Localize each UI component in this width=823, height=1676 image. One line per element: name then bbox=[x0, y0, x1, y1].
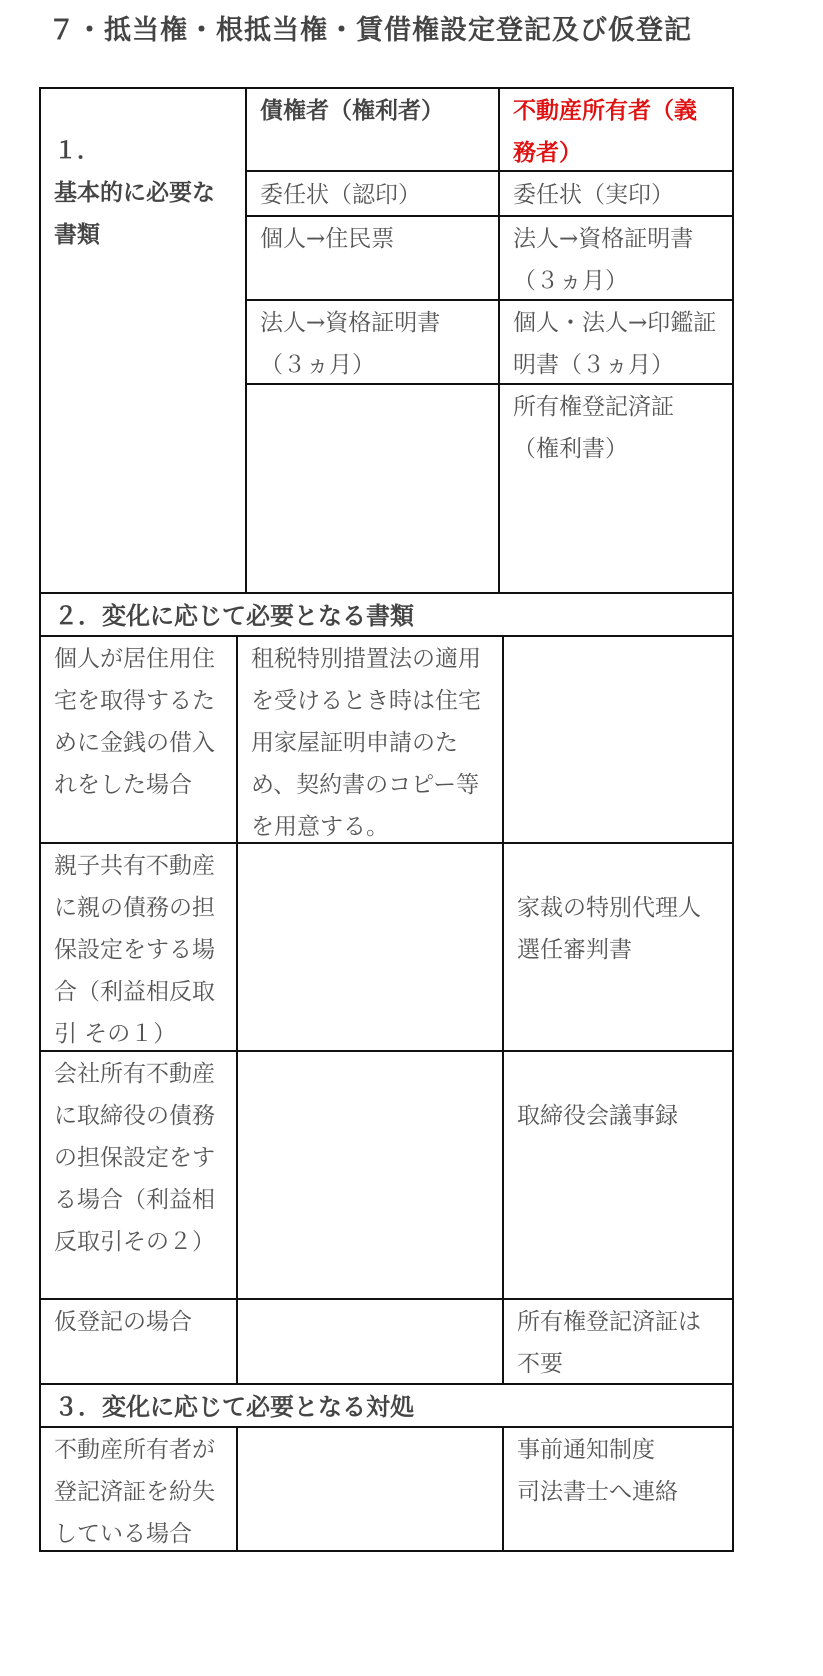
s2-vline-a bbox=[236, 635, 238, 1384]
s2-row3-case: 会社所有不動産に取締役の債務の担保設定をする場合（利益相反取引その２） bbox=[54, 1061, 215, 1255]
s3-row1-owner-line2: 司法書士へ連絡 bbox=[517, 1479, 678, 1505]
column-header-creditor: 債権者（権利者） bbox=[260, 98, 444, 124]
section2-heading: ２．変化に応じて必要となる書類 bbox=[54, 602, 414, 630]
s2-row2-case: 親子共有不動産に親の債務の担保設定をする場合（利益相反取引 その１） bbox=[54, 853, 215, 1047]
border-right bbox=[732, 87, 734, 1552]
s1-hline-1 bbox=[245, 170, 734, 172]
s1-row1-creditor: 委任状（認印） bbox=[260, 182, 421, 208]
s2-hline-2 bbox=[39, 1050, 734, 1052]
s2-hline-head bbox=[39, 635, 734, 637]
s2-row4-owner: 所有権登記済証は不要 bbox=[517, 1309, 701, 1377]
s3-vline-b bbox=[502, 1426, 504, 1551]
s1-vline-b bbox=[498, 87, 500, 593]
s1-row3-creditor: 法人→資格証明書（３ヵ月） bbox=[260, 310, 441, 378]
s3-row1-owner bbox=[503, 1427, 733, 1551]
s1-row4-owner: 所有権登記済証（権利書） bbox=[513, 394, 674, 462]
s2-row2-creditor bbox=[237, 843, 503, 1050]
s3-row1-owner-line1: 事前通知制度 bbox=[517, 1437, 655, 1463]
border-bottom bbox=[39, 1550, 734, 1552]
s1-row2-owner: 法人→資格証明書（３ヵ月） bbox=[513, 226, 694, 294]
s2-hline-1 bbox=[39, 842, 734, 844]
s1-row1-owner: 委任状（実印） bbox=[513, 182, 674, 208]
s2-row4-creditor bbox=[237, 1299, 503, 1383]
border-top bbox=[39, 87, 734, 89]
s1-row2-creditor: 個人→住民票 bbox=[260, 226, 395, 252]
s2-row4-case: 仮登記の場合 bbox=[54, 1309, 192, 1335]
s3-hline-head bbox=[39, 1426, 734, 1428]
s2-hline-3 bbox=[39, 1298, 734, 1300]
column-header-owner: 不動産所有者（義務者） bbox=[513, 98, 697, 166]
s3-row1-case: 不動産所有者が登記済証を紛失している場合 bbox=[54, 1437, 215, 1547]
section1-label bbox=[40, 128, 246, 268]
s2-row1-owner bbox=[503, 636, 733, 842]
s1-row4-creditor bbox=[246, 384, 499, 592]
section3-heading: ３．変化に応じて必要となる対処 bbox=[54, 1393, 414, 1421]
s1-hline-4 bbox=[245, 383, 734, 385]
s2-row3-owner: 取締役会議事録 bbox=[517, 1103, 678, 1129]
s1-hline-bottom bbox=[39, 592, 734, 594]
section1-label-num: １． bbox=[54, 138, 100, 164]
s1-vline-a bbox=[245, 87, 247, 593]
page-title: ７・抵当権・根抵当権・賃借権設定登記及び仮登記 bbox=[48, 15, 692, 46]
s2-row3-creditor bbox=[237, 1051, 503, 1298]
s2-row1-case: 個人が居住用住宅を取得するために金銭の借入れをした場合 bbox=[54, 646, 215, 798]
s1-hline-3 bbox=[245, 299, 734, 301]
s2-row1-creditor: 租税特別措置法の適用を受けるとき時は住宅用家屋証明申請のため、契約書のコピー等を用意する。 bbox=[251, 646, 481, 840]
s1-hline-2 bbox=[245, 215, 734, 217]
s2-hline-bottom bbox=[39, 1383, 734, 1385]
section1-label-text: 基本的に必要な書類 bbox=[54, 180, 215, 248]
border-left bbox=[39, 87, 41, 1552]
s3-vline-a bbox=[236, 1426, 238, 1551]
s2-vline-b bbox=[502, 635, 504, 1384]
s3-row1-creditor bbox=[237, 1427, 503, 1551]
s2-row2-owner: 家裁の特別代理人選任審判書 bbox=[517, 895, 701, 963]
s1-row3-owner: 個人・法人→印鑑証明書（３ヵ月） bbox=[513, 310, 717, 378]
